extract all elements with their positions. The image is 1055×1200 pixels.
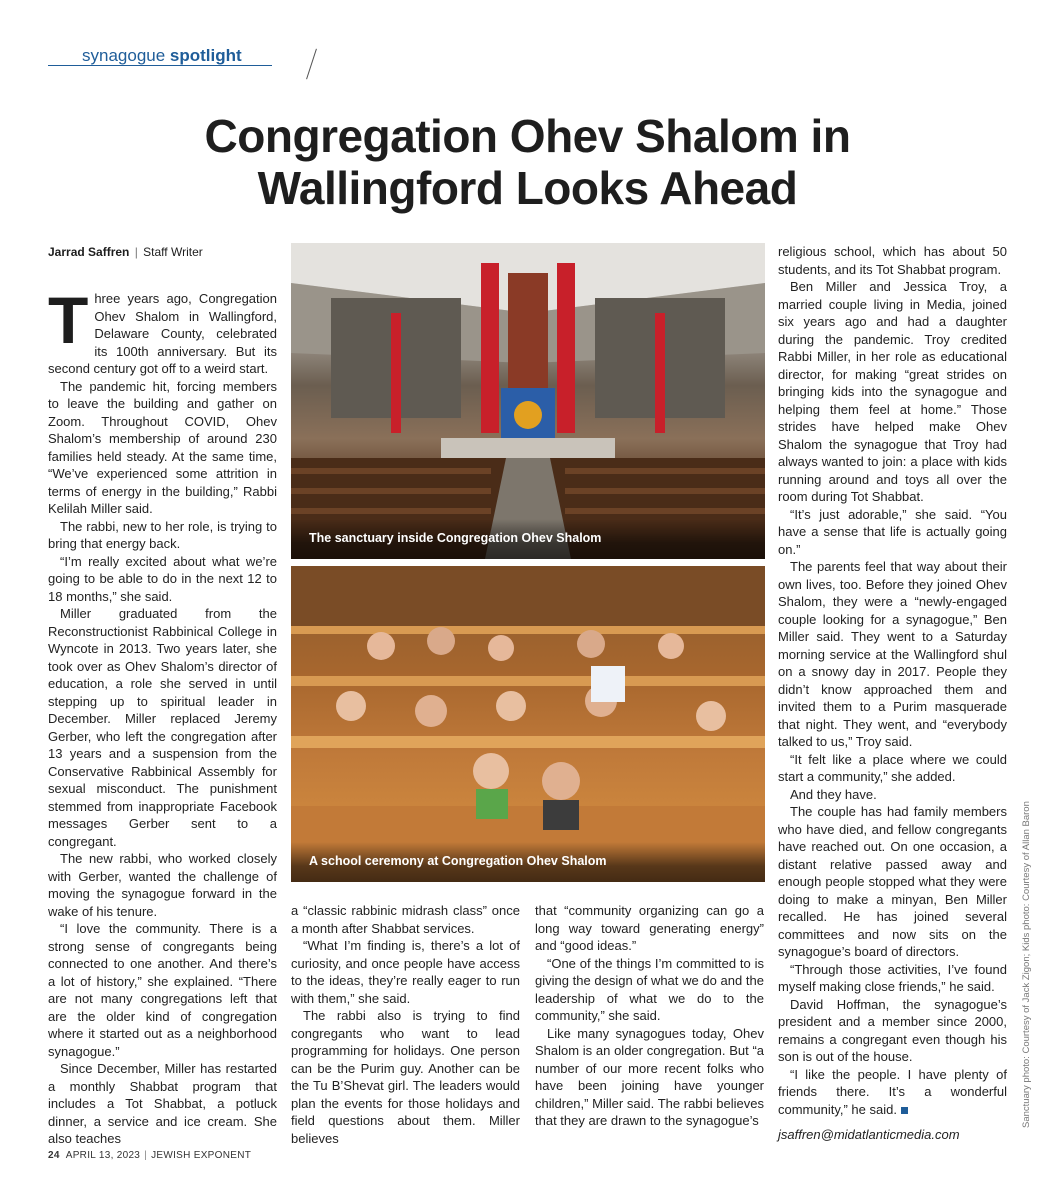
article-column-3 <box>535 902 764 1130</box>
paragraph: The parents feel that way about their own lives, too. Before they joined Ohev Shalom, they were a “newly-engaged couple looking for a synagogue,” Ben Miller said. They went to a Saturday morning service at the Wallingford shul on a snowy day in 2017. People they didn’t know approached them and invited them to a Purim masquerade that night. They went, and “everybody talked to us,” Troy said. <box>778 559 1007 749</box>
publication-name: JEWISH EXPONENT <box>151 1150 252 1161</box>
paragraph: that “community organizing can go a long way toward generating energy” and “good ideas.” <box>535 903 764 953</box>
paragraph: And they have. <box>790 786 877 802</box>
paragraph: Like many synagogues today, Ohev Shalom is an older congregation. But “a number of our more recent folks who have been joining have younger children,” Miller said. The rabbi believes that they are drawn to the synagogue’s <box>535 1025 764 1128</box>
paragraph: religious school, which has about 50 students, and its Tot Shabbat program. <box>778 244 1007 277</box>
section-label-bold: spotlight <box>169 46 242 65</box>
paragraph: The couple has had family members who have died, and fellow congregants have reached out. On one occasion, a distant relative passed away and enough people stopped what they were doing to make a minyan, Ben Miller recalled. He has joined several committees and now sits on the synagogue’s board of directors. <box>778 804 1007 959</box>
photo-credit: Sanctuary photo: Courtesy of Jack Zigon; Kids photo: Courtesy of Allan Baron <box>1021 801 1032 1128</box>
paragraph: “I love the community. There is a strong sense of congregants being connected to one another. And there’s a lot of history,” she explained. “There are not many congregations left that are the older kind of congregation where it started out as a neighborhood synagogue.” <box>48 921 277 1059</box>
byline-author: Jarrad Saffren <box>48 245 130 259</box>
section-tag <box>48 44 276 78</box>
issue-date: APRIL 13, 2023 <box>65 1150 141 1161</box>
school-ceremony-illustration <box>291 566 765 882</box>
article-column-4 <box>778 243 1007 1144</box>
article-column-2 <box>291 902 520 1147</box>
paragraph: Miller graduated from the Reconstructionist Rabbinical College in Wyncote in 2013. Two years later, she took over as Ohev Shalom’s director of education, a role she served in until stepping up to spiritual leader in December. Miller replaced Jeremy Gerber, who left the congregation after 13 years and a suspension from the Conservative Rabbinical Assembly for sexual misconduct. The punishment stemmed from inappropriate Facebook messages Gerber sent to a congregant. <box>48 606 277 849</box>
paragraph: David Hoffman, the synagogue’s president and a member since 2000, remains a congregant even though his son is out of the house. <box>778 996 1007 1064</box>
paragraph: The new rabbi, who worked closely with Gerber, wanted the challenge of moving the synagogue forward in the wake of his tenure. <box>48 851 277 919</box>
headline <box>60 110 995 214</box>
sanctuary-illustration <box>291 243 765 559</box>
sanctuary-photo <box>291 243 765 559</box>
paragraph: The rabbi, new to her role, is trying to bring that energy back. <box>48 518 277 551</box>
paragraph: “Through those activities, I’ve found myself making close friends,” he said. <box>778 961 1007 994</box>
school-ceremony-caption: A school ceremony at Congregation Ohev Shalom <box>291 842 765 882</box>
article-column-1 <box>48 283 277 1148</box>
paragraph: “One of the things I’m committed to is giving the design of what we do and the leadership of what we do to the community,” she said. <box>535 955 764 1023</box>
paragraph: a “classic rabbinic midrash class” once a month after Shabbat services. <box>291 903 520 936</box>
byline-role: Staff Writer <box>143 245 203 259</box>
byline: Jarrad Saffren | Staff Writer <box>48 245 203 259</box>
paragraph: The pandemic hit, forcing members to leave the building and gather on Zoom. Throughout COVID, Ohev Shalom’s membership of around 230 families held steady. At the same time, “We’ve experienced some attrition in terms of energy in the building,” Rabbi Kelilah Miller said. <box>48 378 277 516</box>
drop-cap: T <box>48 283 89 357</box>
page-number: 24 <box>48 1150 60 1161</box>
paragraph: “It felt like a place where we could start a community,” she added. <box>778 751 1007 784</box>
section-label-light: synagogue <box>82 46 166 65</box>
sanctuary-caption: The sanctuary inside Congregation Ohev Shalom <box>291 519 765 559</box>
final-paragraph: “I like the people. I have plenty of friends there. It’s a wonderful community,” he said. <box>778 1066 1007 1117</box>
headline-line2: Wallingford Looks Ahead <box>257 162 798 214</box>
headline-line1: Congregation Ohev Shalom in <box>204 110 851 162</box>
paragraph: “What I’m finding is, there’s a lot of curiosity, and once people have access to the ideas, they’re really eager to run with them,” she said. <box>291 938 520 1006</box>
section-label <box>82 46 242 66</box>
section-rule <box>48 65 272 66</box>
section-slash <box>306 49 317 80</box>
paragraph: Since December, Miller has restarted a monthly Shabbat program that includes a Tot Shabbat, a potluck dinner, a service and ice cream. She also teaches <box>48 1061 277 1146</box>
paragraph: “It’s just adorable,” she said. “You have a sense that life is actually going on.” <box>778 506 1007 557</box>
author-email[interactable]: jsaffren@midatlanticmedia.com <box>778 1127 960 1142</box>
school-ceremony-photo <box>291 566 765 882</box>
end-mark-icon <box>901 1107 908 1114</box>
paragraph: Ben Miller and Jessica Troy, a married couple living in Media, joined six years ago and had a daughter during the pandemic. Troy credited Rabbi Miller, in her role as educational director, for making “great strides on bringing kids into the synagogue and helping them feel at home.” Those strides have helped make Ohev Shalom the synagogue that Troy had always wanted to join: a place with kids running around and toys all over the room during Tot Shabbat. <box>778 279 1007 504</box>
page-footer: 24 APRIL 13, 2023 | JEWISH EXPONENT <box>48 1150 252 1161</box>
article-lede: Three years ago, Congregation Ohev Shalom in Wallingford, Delaware County, celebrated its 100th anniversary. But its second century got off to a weird start. <box>48 283 277 376</box>
paragraph: “I’m really excited about what we’re going to be able to do in the next 12 to 18 months,” she said. <box>48 553 277 604</box>
paragraph: The rabbi also is trying to find congregants who want to lead programming for holidays. One person can be the Purim guy. Another can be the Tu B’Shevat girl. The leaders would plan the events for those holidays and field questions about them. Miller believes <box>291 1008 520 1146</box>
